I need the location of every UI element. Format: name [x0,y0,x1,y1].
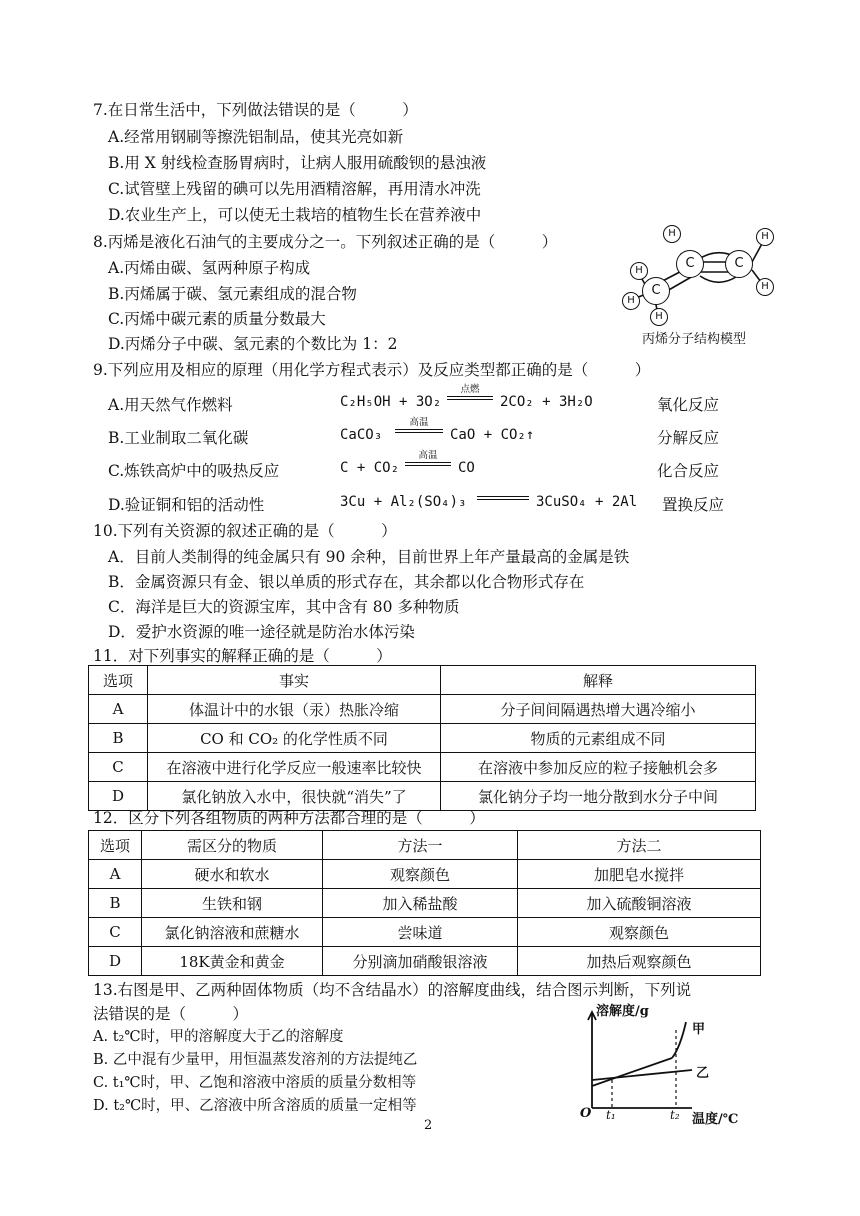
table-cell: 硬水和软水 [142,860,323,889]
q9-row-c-type: 化合反应 [657,462,720,480]
header-cell: 方法二 [518,831,761,860]
q9-row-d-rhs: 3CuSO₄ + 2Al [536,494,638,510]
table-row [89,695,756,724]
q13-option-d: D. t₂℃时，甲、乙溶液中所含溶质的质量一定相等 [93,1098,417,1114]
hydrogen-atom-1: H [663,225,681,243]
graph-origin: O [580,1106,592,1121]
q10-option-a: A．目前人类制得的纯金属只有 90 余种，目前世界上年产量最高的金属是铁 [108,548,630,566]
q10-option-c: C．海洋是巨大的资源宝库，其中含有 80 多种物质 [108,598,460,616]
q7-option-b: B.用 X 射线检查肠胃病时，让病人服用硫酸钡的悬浊液 [108,154,487,172]
table-cell: 尝味道 [323,918,518,947]
q9-row-b-arrow [395,429,443,433]
table-cell: C [89,918,142,947]
table-cell: 加热后观察颜色 [518,947,761,976]
q12-table [88,830,761,976]
header-cell: 解释 [441,666,756,695]
table-cell: A [89,860,142,889]
q11-stem: 11．对下列事实的解释正确的是（ ） [93,647,392,665]
q10-option-d: D．爱护水资源的唯一途径就是防治水体污染 [108,623,415,641]
table-cell: 18K黄金和黄金 [142,947,323,976]
table-cell: 分子间间隔遇热增大遇冷缩小 [441,695,756,724]
table-header-row [89,666,756,695]
graph-t2-label: t₂ [670,1108,680,1122]
carbon-atom-3: C [642,277,670,305]
q9-row-d-lhs: 3Cu + Al₂(SO₄)₃ [340,494,467,510]
table-cell: 体温计中的水银（汞）热胀冷缩 [148,695,441,724]
table-cell: 在溶液中进行化学反应一般速率比较快 [148,753,441,782]
table-row [89,753,756,782]
q9-row-c-rhs: CO [458,460,475,476]
q13-option-b: B. 乙中混有少量甲，用恒温蒸发溶剂的方法提纯乙 [93,1052,418,1068]
hydrogen-atom-2: H [756,228,774,246]
q10-stem: 10.下列有关资源的叙述正确的是（ ） [93,522,397,540]
curve-yi [592,1070,692,1080]
table-header-row [89,831,761,860]
table-cell: 分别滴加硝酸银溶液 [323,947,518,976]
table-cell: 氯化钠分子均一地分散到水分子中间 [441,782,756,811]
q9-row-b-type: 分解反应 [657,429,720,447]
q8-option-b: B.丙烯属于碳、氢元素组成的混合物 [108,285,357,303]
table-cell: 观察颜色 [518,918,761,947]
header-cell: 事实 [148,666,441,695]
q9-row-d-application: D.验证铜和铝的活动性 [108,496,265,514]
table-cell: 加入硫酸铜溶液 [518,889,761,918]
table-cell: 物质的元素组成不同 [441,724,756,753]
q8-option-d: D.丙烯分子中碳、氢元素的个数比为 1：2 [108,335,398,353]
table-cell: 在溶液中参加反应的粒子接触机会多 [441,753,756,782]
table-row [89,889,761,918]
q7-option-a: A.经常用钢刷等擦洗铝制品，使其光亮如新 [108,128,404,146]
q9-row-a-condition: 点燃 [460,384,480,395]
q9-row-a-lhs: C₂H₅OH + 3O₂ [340,394,442,410]
q13-option-c: C. t₁℃时，甲、乙饱和溶液中溶质的质量分数相等 [93,1075,417,1091]
table-cell: B [89,724,148,753]
q9-row-a-rhs: 2CO₂ + 3H₂O [500,394,593,410]
table-cell: D [89,782,148,811]
table-cell: 观察颜色 [323,860,518,889]
q9-row-a-application: A.用天然气作燃料 [108,396,233,414]
propene-model-caption: 丙烯分子结构模型 [642,332,747,347]
q13-option-a: A. t₂℃时，甲的溶解度大于乙的溶解度 [93,1029,344,1045]
curve-jia [592,1058,672,1086]
table-row [89,724,756,753]
table-cell: A [89,695,148,724]
table-cell: 加入稀盐酸 [323,889,518,918]
table-cell: 氯化钠放入水中，很快就“消失”了 [148,782,441,811]
q9-row-b-condition: 高温 [409,417,429,428]
q9-stem: 9.下列应用及相应的原理（用化学方程式表示）及反应类型都正确的是（ ） [93,361,651,379]
table-cell: 氯化钠溶液和蔗糖水 [142,918,323,947]
header-cell: 需区分的物质 [142,831,323,860]
header-cell: 选项 [89,831,142,860]
solubility-graph [572,1000,782,1130]
graph-y-label: 溶解度/g [596,1004,649,1019]
carbon-atom-1: C [676,250,704,278]
table-cell: CO 和 CO₂ 的化学性质不同 [148,724,441,753]
page-number: 2 [424,1118,433,1133]
q7-option-c: C.试管壁上残留的碘可以先用酒精溶解，再用清水冲洗 [108,180,481,198]
table-row [89,947,761,976]
q9-row-d-type: 置换反应 [662,496,725,514]
q9-row-b-rhs: CaO + CO₂↑ [450,427,535,443]
graph-series-jia: 甲 [692,1022,706,1037]
q9-row-c-application: C.炼铁高炉中的吸热反应 [108,462,280,480]
hydrogen-atom-6: H [650,308,668,326]
q9-row-a-arrow [447,396,493,400]
q9-row-a-type: 氧化反应 [657,396,720,414]
table-row [89,918,761,947]
header-cell: 方法一 [323,831,518,860]
q10-option-b: B．金属资源只有金、银以单质的形式存在，其余都以化合物形式存在 [108,573,585,591]
table-cell: D [89,947,142,976]
q11-table [88,665,756,811]
header-cell: 选项 [89,666,148,695]
q7-option-d: D.农业生产上，可以使无土栽培的植物生长在营养液中 [108,206,482,224]
graph-series-yi: 乙 [696,1066,710,1081]
q12-stem: 12．区分下列各组物质的两种方法都合理的是（ ） [93,809,485,827]
q7-stem: 7.在日常生活中，下列做法错误的是（ ） [93,101,418,119]
carbon-atom-2: C [725,250,753,278]
q8-option-a: A.丙烯由碳、氢两种原子构成 [108,259,311,277]
q9-row-d-arrow [477,496,529,500]
q8-stem: 8.丙烯是液化石油气的主要成分之一。下列叙述正确的是（ ） [93,233,558,251]
q9-row-c-arrow [405,462,451,466]
q9-row-c-condition: 高温 [418,450,438,461]
hydrogen-atom-4: H [630,262,648,280]
table-row [89,860,761,889]
curve-jia-tail [672,1022,686,1058]
q13-stem-line-2: 法错误的是（ ） [93,1005,249,1023]
q9-row-b-lhs: CaCO₃ [340,427,383,443]
table-cell: 生铁和钢 [142,889,323,918]
q8-option-c: C.丙烯中碳元素的质量分数最大 [108,310,326,328]
table-cell: 加肥皂水搅拌 [518,860,761,889]
table-cell: B [89,889,142,918]
q9-row-c-lhs: C + CO₂ [340,460,400,476]
hydrogen-atom-5: H [622,292,640,310]
propene-model-figure [620,222,780,350]
table-cell: C [89,753,148,782]
q9-row-b-application: B.工业制取二氧化碳 [108,429,249,447]
graph-t1-label: t₁ [606,1108,616,1122]
graph-x-label: 温度/℃ [692,1112,739,1127]
hydrogen-atom-3: H [756,278,774,296]
q13-stem-line-1: 13.右图是甲、乙两种固体物质（均不含结晶水）的溶解度曲线，结合图示判断，下列说 [93,981,692,999]
